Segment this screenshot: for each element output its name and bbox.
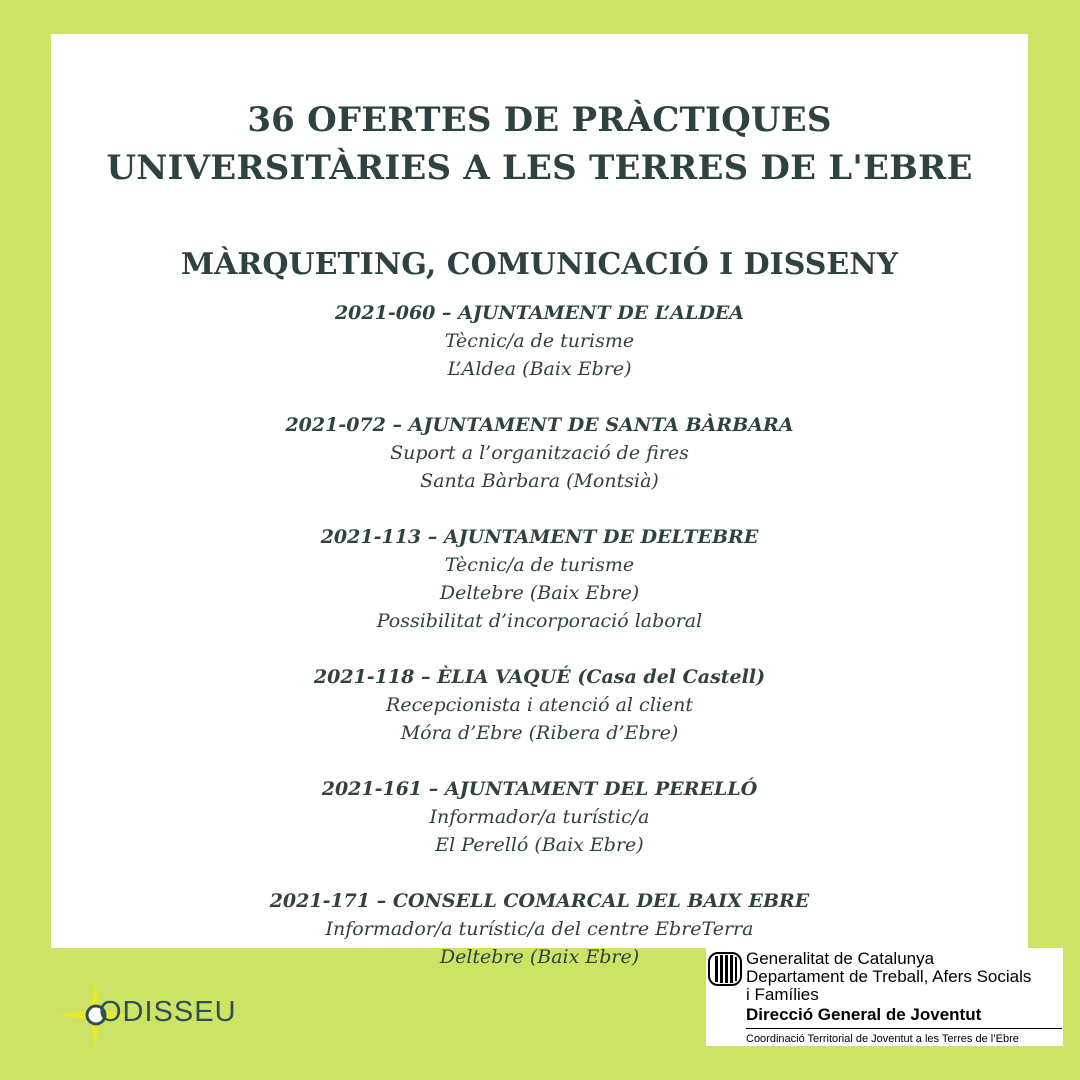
offer-role: Tècnic/a de turisme — [444, 554, 635, 576]
offer-role: Informador/a turístic/a del centre EbreTerra — [325, 918, 754, 940]
offer-heading: 2021-118 – ÈLIA VAQUÉ (Casa del Castell) — [313, 666, 766, 688]
odisseu-wordmark: ODISSEU — [99, 996, 237, 1028]
offer-role: Tècnic/a de turisme — [444, 330, 635, 352]
offer-heading: 2021-072 – AJUNTAMENT DE SANTA BÀRBARA — [285, 414, 794, 436]
gov-line-5: Coordinació Territorial de Joventut a les Terres de l’Ebre — [746, 1033, 1019, 1045]
offer-note: Possibilitat d’incorporació laboral — [376, 610, 703, 632]
gov-line-4: Direcció General de Joventut — [746, 1005, 982, 1024]
offer-heading: 2021-161 – AJUNTAMENT DEL PERELLÓ — [321, 778, 758, 800]
offer-heading: 2021-060 – AJUNTAMENT DE L’ALDEA — [334, 302, 745, 324]
offer-place: L’Aldea (Baix Ebre) — [447, 358, 632, 380]
offer-heading: 2021-171 – CONSELL COMARCAL DEL BAIX EBRE — [269, 890, 810, 912]
title-line-1: 36 OFERTES DE PRÀCTIQUES — [247, 100, 832, 140]
offer-place: Móra d’Ebre (Ribera d’Ebre) — [400, 722, 679, 744]
offer-role: Suport a l’organització de fires — [390, 442, 689, 464]
page-title — [51, 96, 1028, 192]
offer-place: Santa Bàrbara (Montsià) — [420, 470, 659, 492]
offer-item — [51, 663, 1028, 747]
offer-role: Recepcionista i atenció al client — [386, 694, 693, 716]
senyera-emblem-icon — [708, 952, 742, 986]
offers-list — [51, 299, 1028, 999]
offer-item — [51, 523, 1028, 635]
gov-divider — [746, 1028, 1062, 1029]
offer-place: Deltebre (Baix Ebre) — [439, 582, 640, 604]
title-line-2: UNIVERSITÀRIES A LES TERRES DE L'EBRE — [106, 148, 973, 188]
offer-item — [51, 411, 1028, 495]
section-title: MÀRQUETING, COMUNICACIÓ I DISSENY — [180, 247, 899, 282]
odisseu-logo — [55, 978, 235, 1053]
gov-line-1: Generalitat de Catalunya — [746, 949, 935, 968]
offer-role: Informador/a turístic/a — [429, 806, 650, 828]
offer-place: El Perelló (Baix Ebre) — [435, 834, 644, 856]
offer-place: Deltebre (Baix Ebre) — [439, 946, 640, 968]
offer-heading: 2021-113 – AJUNTAMENT DE DELTEBRE — [320, 526, 759, 548]
gov-line-3: i Famílies — [746, 985, 819, 1004]
generalitat-logo — [706, 948, 1063, 1046]
offer-item — [51, 775, 1028, 859]
gov-line-2: Departament de Treball, Afers Socials — [746, 967, 1032, 986]
offer-item — [51, 299, 1028, 383]
